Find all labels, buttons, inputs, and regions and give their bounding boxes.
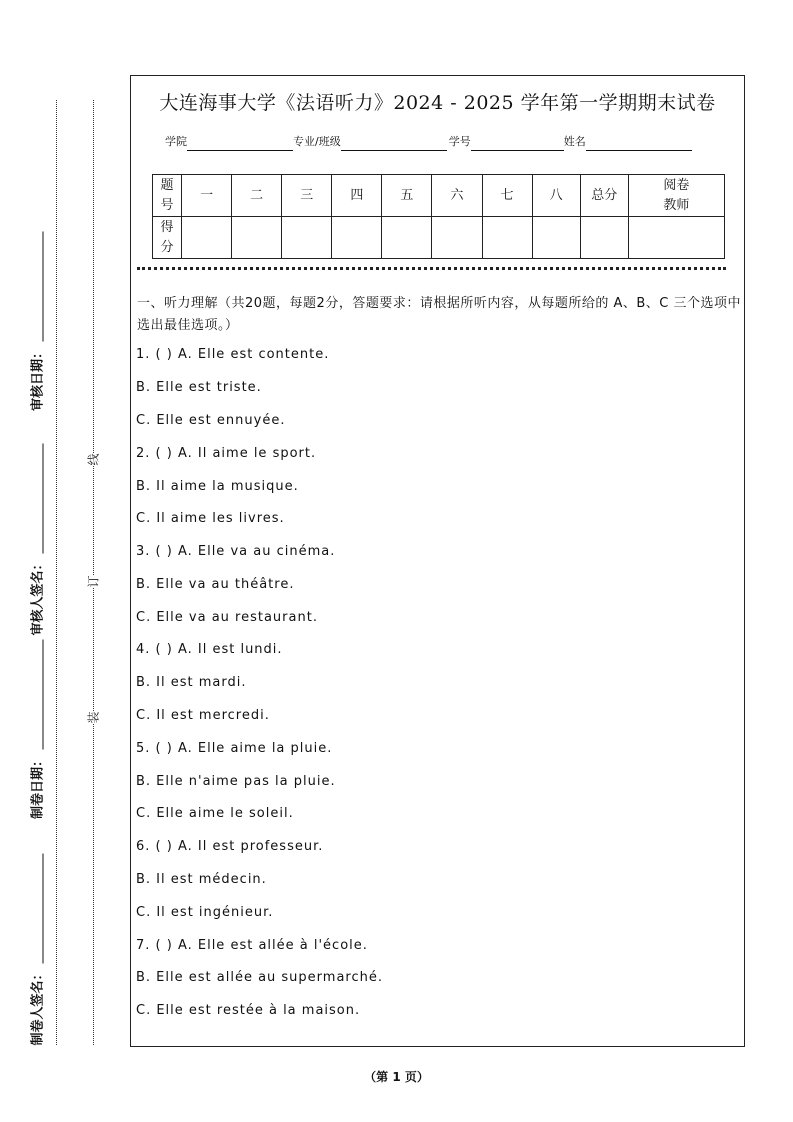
score-table (152, 174, 725, 259)
info-label-major: 专业/班级 (293, 135, 341, 148)
info-label-name: 姓名 (563, 135, 586, 148)
header-cell-grader: 阅卷 教师 (628, 175, 724, 217)
header-cell-total: 总分 (580, 175, 628, 217)
exam-frame (130, 75, 745, 1047)
header-cell: 二 (232, 175, 282, 217)
score-cell[interactable] (282, 217, 332, 259)
score-table-header-row (153, 175, 725, 217)
margin-label-setter-date: 制卷日期： (27, 630, 46, 830)
section-1-instruction: 一、听力理解（共20题，每题2分，答题要求：请根据所听内容，从每题所给的 A、B、C 三个选项中选出最佳选项。） (137, 296, 741, 333)
question-line: 3. ( ) A. Elle va au cinéma. (136, 544, 336, 559)
question-line: C. Elle aime le soleil. (136, 806, 294, 821)
question-line: C. Il est mercredi. (136, 708, 270, 723)
score-table-score-row (153, 217, 725, 259)
margin-dotted-line-left (56, 100, 57, 1045)
question-line: 6. ( ) A. Il est professeur. (136, 839, 324, 854)
header-cell: 四 (332, 175, 382, 217)
question-line: C. Il est ingénieur. (136, 905, 274, 920)
question-line: 5. ( ) A. Elle aime la pluie. (136, 741, 333, 756)
binding-mark-xian: 线 (82, 453, 105, 465)
question-line: B. Elle n'aime pas la pluie. (136, 774, 336, 789)
exam-title: 大连海事大学《法语听力》2024 - 2025 学年第一学期期末试卷 (159, 92, 716, 114)
college-blank[interactable] (187, 137, 293, 151)
margin-label-setter-signature: 制卷人签名： (27, 850, 46, 1050)
page-footer: （第 1 页） (364, 1070, 429, 1084)
question-line: 2. ( ) A. Il aime le sport. (136, 446, 317, 461)
header-cell: 五 (382, 175, 432, 217)
student-info-row (165, 133, 692, 151)
name-blank[interactable] (586, 137, 692, 151)
margin-dotted-line-binding (93, 100, 94, 1045)
score-cell[interactable] (232, 217, 282, 259)
question-line: 1. ( ) A. Elle est contente. (136, 347, 330, 362)
question-line: C. Il aime les livres. (136, 511, 285, 526)
header-cell: 六 (432, 175, 482, 217)
margin-label-reviewer-date: 审核日期： (27, 222, 46, 422)
question-line: B. Il est médecin. (136, 872, 267, 887)
score-cell[interactable] (182, 217, 232, 259)
score-cell[interactable] (332, 217, 382, 259)
score-cell[interactable] (432, 217, 482, 259)
student-id-blank[interactable] (471, 137, 564, 151)
question-line: C. Elle va au restaurant. (136, 610, 318, 625)
score-cell-total[interactable] (580, 217, 628, 259)
question-line: 7. ( ) A. Elle est allée à l'école. (136, 938, 368, 953)
score-cell[interactable] (532, 217, 580, 259)
major-blank[interactable] (341, 137, 447, 151)
header-cell: 八 (532, 175, 580, 217)
question-line: B. Elle est triste. (136, 380, 262, 395)
binding-mark-ding: 订 (82, 575, 105, 587)
score-cell-grader[interactable] (628, 217, 724, 259)
dotted-separator (137, 267, 726, 270)
row-header-score: 得 分 (153, 217, 182, 259)
info-label-college: 学院 (165, 135, 187, 148)
score-cell[interactable] (382, 217, 432, 259)
header-cell: 三 (282, 175, 332, 217)
question-line: C. Elle est ennuyée. (136, 413, 286, 428)
info-label-student-id: 学号 (448, 135, 471, 148)
question-line: C. Elle est restée à la maison. (136, 1003, 361, 1018)
header-cell-question-number: 题 号 (153, 175, 182, 217)
binding-mark-zhuang: 装 (82, 711, 105, 723)
question-line: 4. ( ) A. Il est lundi. (136, 642, 283, 657)
header-cell: 一 (182, 175, 232, 217)
question-line: B. Elle est allée au supermarché. (136, 970, 383, 985)
question-line: B. Il aime la musique. (136, 479, 299, 494)
question-line: B. Elle va au théâtre. (136, 577, 295, 592)
margin-label-reviewer-signature: 审核人签名： (27, 440, 46, 640)
question-line: B. Il est mardi. (136, 675, 247, 690)
score-cell[interactable] (482, 217, 532, 259)
header-cell: 七 (482, 175, 532, 217)
